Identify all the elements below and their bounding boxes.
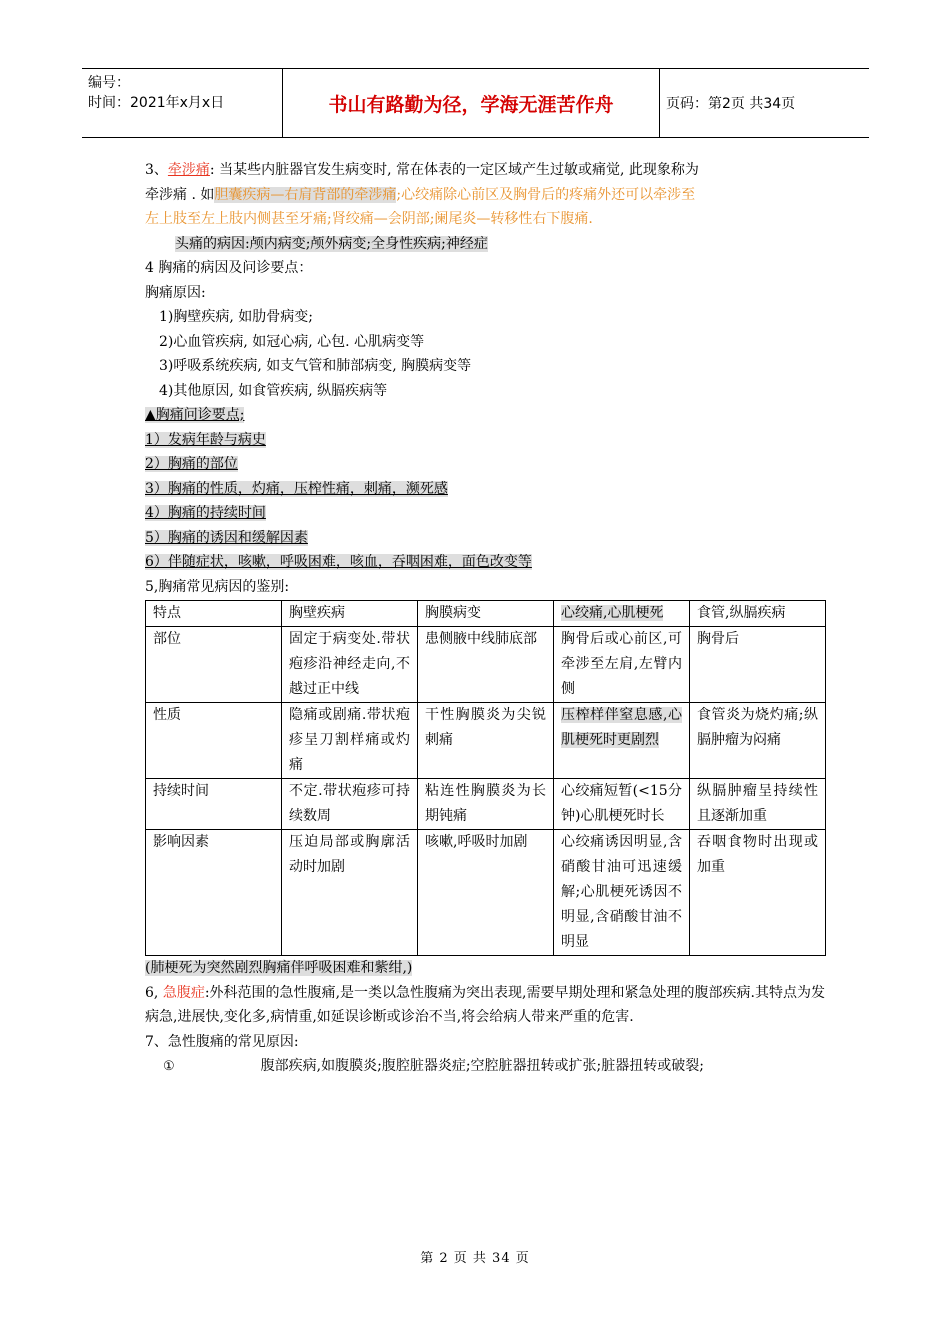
inquiry-item: 3）胸痛的性质，灼痛，压榨性痛，刺痛，濒死感	[145, 480, 448, 497]
inquiry-item-line	[145, 452, 825, 477]
sec3-text2c: ;心绞痛除心前区及胸骨后的疼痛外还可以牵涉至	[396, 186, 696, 203]
term-acute-abdomen: 急腹症	[162, 984, 205, 1001]
table-row	[146, 779, 826, 830]
header-angina-text: 心绞痛,心肌梗死	[561, 605, 664, 621]
table-row	[146, 627, 826, 703]
headache-causes: 头痛的病因:颅内病变;颅外病变;全身性疾病;神经症	[175, 235, 488, 252]
table-cell: 部位	[146, 627, 282, 703]
table-cell: 压迫局部或胸廓活动时加剧	[282, 830, 418, 956]
document-number-label: 编号：	[88, 75, 130, 91]
sec5-title: 5,胸痛常见病因的鉴别:	[145, 578, 290, 595]
inquiry-item-line	[145, 526, 825, 551]
cause-item: 2)心血管疾病, 如冠心病, 心包. 心肌病变等	[159, 333, 425, 350]
table-cell: 患侧腋中线肺底部	[418, 627, 554, 703]
inquiry-item-line	[145, 477, 825, 502]
page-header	[82, 68, 869, 138]
chest-pain-differential-table	[145, 600, 826, 956]
inquiry-item: 1）发病年龄与病史	[145, 431, 266, 448]
sec3-line3: 左上肢至左上肢内侧甚至牙痛;肾绞痛—会阴部;阑尾炎—转移性右下腹痛.	[145, 211, 593, 227]
sec3-example-gallbladder: 胆囊疾病—右肩背部的牵涉痛	[214, 186, 397, 203]
table-cell: 持续时间	[146, 779, 282, 830]
table-cell: 隐痛或剧痛.带状疱疹呈刀割样痛或灼痛	[282, 703, 418, 779]
table-cell: 咳嗽,呼吸时加剧	[418, 830, 554, 956]
table-cell: 影响因素	[146, 830, 282, 956]
table-row	[146, 703, 826, 779]
page-footer: 第 2 页 共 34 页	[420, 1251, 530, 1266]
document-date: 时间：2021年x月x日	[88, 95, 225, 111]
sec3-line1	[145, 158, 825, 183]
table-cell: 心绞痛诱因明显,含硝酸甘油可迅速缓解;心肌梗死诱因不明显,含硝酸甘油不明显	[554, 830, 690, 956]
table-cell: 干性胸膜炎为尖锐刺痛	[418, 703, 554, 779]
sec3-line2	[145, 183, 825, 208]
pulmonary-infarction-note-line	[145, 956, 825, 981]
chest-pain-causes-label: 胸痛原因:	[145, 284, 206, 301]
table-header-row	[146, 601, 826, 627]
angina-nature-text: 压榨样伴窒息感,心肌梗死时更剧烈	[561, 707, 682, 748]
inquiry-item-line	[145, 550, 825, 575]
table-cell: 心绞痛短暂(<15分钟)心肌梗死时长	[554, 779, 690, 830]
inquiry-item: 2）胸痛的部位	[145, 456, 238, 472]
table-header-cell: 特点	[146, 601, 282, 627]
header-left	[88, 73, 224, 113]
sec6-number: 6,	[145, 984, 163, 1001]
table-header-cell: 胸壁疾病	[282, 601, 418, 627]
circled-one-marker: ①	[163, 1059, 175, 1074]
cause-item: 1)胸壁疾病, 如肋骨病变;	[159, 309, 313, 325]
table-cell: 不定.带状疱疹可持续数周	[282, 779, 418, 830]
inquiry-title: ▲胸痛问诊要点;	[145, 407, 245, 423]
table-cell: 胸骨后	[690, 627, 826, 703]
sec7-item-text: 腹部疾病,如腹膜炎;腹腔脏器炎症;空腔脏器扭转或扩张;脏器扭转或破裂;	[260, 1058, 704, 1074]
pulmonary-infarction-note: (肺梗死为突然剧烈胸痛伴呼吸困难和紫绀,)	[145, 960, 413, 976]
headache-causes-line	[145, 232, 825, 257]
sec7-item	[145, 1054, 825, 1080]
inquiry-item-line	[145, 501, 825, 526]
sec4-title: 4 胸痛的病因及问诊要点：	[145, 260, 313, 276]
table-cell	[554, 703, 690, 779]
inquiry-item: 6）伴随症状，咳嗽，呼吸困难，咳血，吞咽困难，面色改变等	[145, 554, 532, 570]
table-header-cell	[554, 601, 690, 627]
sec3-number: 3、	[145, 162, 168, 178]
inquiry-item: 4）胸痛的持续时间	[145, 505, 266, 521]
header-motto: 书山有路勤为径，学海无涯苦作舟	[282, 69, 660, 137]
table-row	[146, 830, 826, 956]
table-cell: 性质	[146, 703, 282, 779]
table-cell: 固定于病变处.带状疱疹沿神经走向,不越过正中线	[282, 627, 418, 703]
sec3-text1: : 当某些内脏器官发生病变时, 常在体表的一定区域产生过敏或痛觉, 此现象称为	[209, 162, 699, 178]
document-body	[145, 158, 825, 1080]
header-page-info: 页码：第2页 共34页	[666, 96, 796, 112]
term-referred-pain: 牵涉痛	[167, 162, 210, 178]
sec6-paragraph	[145, 981, 825, 1030]
table-cell: 吞咽食物时出现或加重	[690, 830, 826, 956]
table-cell: 粘连性胸膜炎为长期钝痛	[418, 779, 554, 830]
sec3-text2a: 牵涉痛 . 如	[145, 186, 215, 203]
inquiry-title-line	[145, 403, 825, 428]
table-cell: 食管炎为烧灼痛;纵膈肿瘤为闷痛	[690, 703, 826, 779]
sec7-title: 7、急性腹痛的常见原因:	[145, 1033, 299, 1050]
sec6-text: :外科范围的急性腹痛,是一类以急性腹痛为突出表现,需要早期处理和紧急处理的腹部疾病.其特点为发病急,进展快,变化多,病情重,如延误诊断或诊治不当,将会给病人带来严重的危害.	[145, 984, 825, 1025]
table-header-cell: 胸膜病变	[418, 601, 554, 627]
inquiry-item: 5）胸痛的诱因和缓解因素	[145, 529, 308, 546]
table-cell: 纵膈肿瘤呈持续性且逐渐加重	[690, 779, 826, 830]
cause-item: 3)呼吸系统疾病, 如支气管和肺部病变, 胸膜病变等	[159, 358, 472, 374]
inquiry-item-line	[145, 428, 825, 453]
table-header-cell: 食管,纵膈疾病	[690, 601, 826, 627]
table-cell: 胸骨后或心前区,可牵涉至左肩,左臂内侧	[554, 627, 690, 703]
cause-item: 4)其他原因, 如食管疾病, 纵膈疾病等	[159, 382, 388, 399]
